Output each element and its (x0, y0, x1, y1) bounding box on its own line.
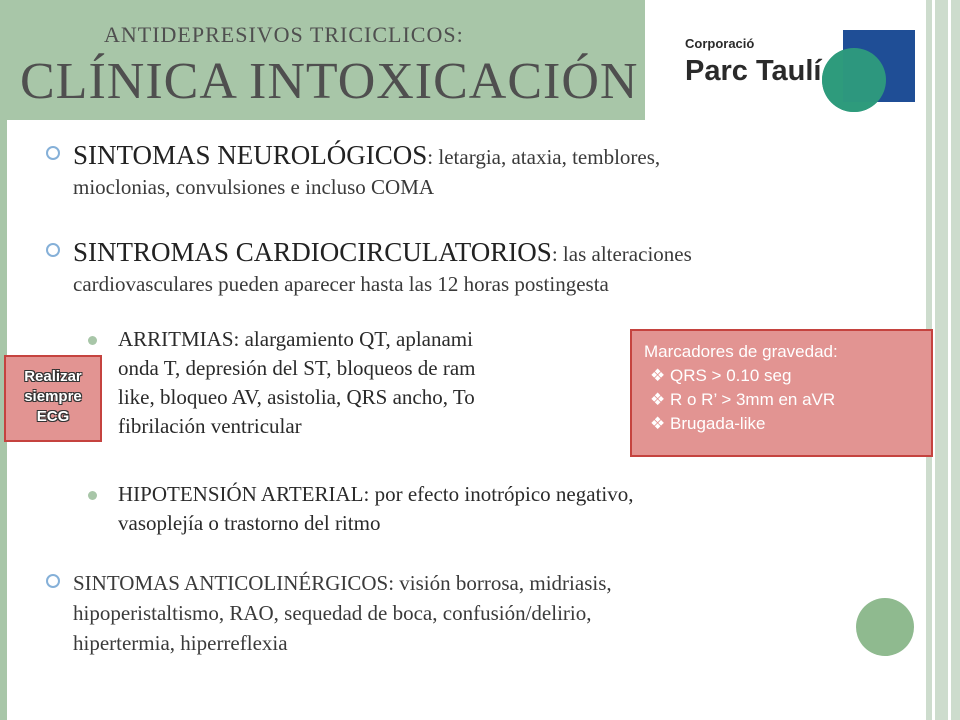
subbullet-line: onda T, depresión del ST, bloqueos de ram (118, 356, 476, 380)
bullet-cardiocirculatorios (46, 237, 916, 299)
bullet-sep: : (427, 145, 439, 169)
right-border-line (948, 0, 951, 720)
bullet-text-b: cardiovasculares pueden aparecer hasta las 12 horas postingesta (73, 272, 609, 296)
marker-item-text: Brugada-like (670, 414, 766, 433)
corporate-logo (685, 22, 920, 112)
marker-item (644, 412, 931, 436)
ecg-callout-line: Realizar (24, 368, 82, 385)
marker-item-text: R o R’ > 3mm en aVR (670, 390, 836, 409)
marker-item (644, 388, 931, 412)
ecg-callout-box (4, 355, 102, 442)
ecg-callout-line: ECG (36, 408, 70, 425)
bullet-text-a: las alteraciones (562, 242, 692, 266)
bullet-text-a: letargia, ataxia, temblores, (438, 145, 661, 169)
logo-text-line2: Parc Taulí (685, 55, 822, 87)
dot-bullet-icon (88, 336, 97, 345)
subbullet-line: ARRITMIAS: alargamiento QT, aplanami (118, 327, 473, 351)
bullet-line: hipoperistaltismo, RAO, sequedad de boca, confusión/delirio, (73, 601, 592, 625)
subtitle-colon: : (456, 22, 464, 47)
bullet-text (73, 568, 916, 658)
logo-green-circle-overlay-icon (822, 48, 886, 112)
diamond-bullet-icon: ❖ (650, 390, 666, 409)
slide-subtitle (104, 22, 464, 48)
subbullet-heading: HIPOTENSIÓN ARTERIAL (118, 482, 364, 506)
ring-bullet-icon (46, 574, 60, 588)
logo-text-line1: Corporació (685, 36, 755, 51)
ring-bullet-icon (46, 243, 60, 257)
subbullet-text-a: por efecto inotrópico negativo, (374, 482, 634, 506)
subtitle-text: ANTIDEPRESIVOS TRICICLICOS (104, 22, 457, 47)
bullet-text-b: mioclonias, convulsiones e incluso COMA (73, 175, 435, 199)
marker-item (644, 364, 931, 388)
bullet-line: SINTOMAS ANTICOLINÉRGICOS: visión borrosa, midriasis, (73, 571, 612, 595)
slide-title: CLÍNICA INTOXICACIÓN (20, 53, 639, 110)
bullet-heading: SINTROMAS CARDIOCIRCULATORIOS (73, 237, 552, 267)
marker-item-text: QRS > 0.10 seg (670, 366, 792, 385)
bullet-anticolinergicos (46, 568, 916, 658)
bullet-heading: SINTOMAS NEUROLÓGICOS (73, 140, 428, 170)
subbullet-line: fibrilación ventricular (118, 414, 302, 438)
subbullet-line: like, bloqueo AV, asistolia, QRS ancho, To (118, 385, 475, 409)
title-banner (0, 0, 645, 120)
bullet-sep: : (551, 242, 563, 266)
diamond-bullet-icon: ❖ (650, 366, 666, 385)
markers-title: Marcadores de gravedad: (644, 342, 838, 361)
dot-bullet-icon (88, 491, 97, 500)
bullet-neurologicos (46, 140, 916, 202)
diamond-bullet-icon: ❖ (650, 414, 666, 433)
decorative-green-circle (856, 598, 914, 656)
subbullet-text-b: vasoplejía o trastorno del ritmo (118, 511, 381, 535)
ecg-callout-line: siempre (24, 388, 82, 405)
subbullet-hipotension (88, 480, 918, 538)
bullet-text (73, 237, 916, 299)
subbullet-text (118, 480, 918, 538)
subbullet-sep: : (363, 482, 375, 506)
bullet-text (73, 140, 916, 202)
ring-bullet-icon (46, 146, 60, 160)
severity-markers-box (630, 329, 933, 457)
bullet-line: hipertermia, hiperreflexia (73, 631, 288, 655)
